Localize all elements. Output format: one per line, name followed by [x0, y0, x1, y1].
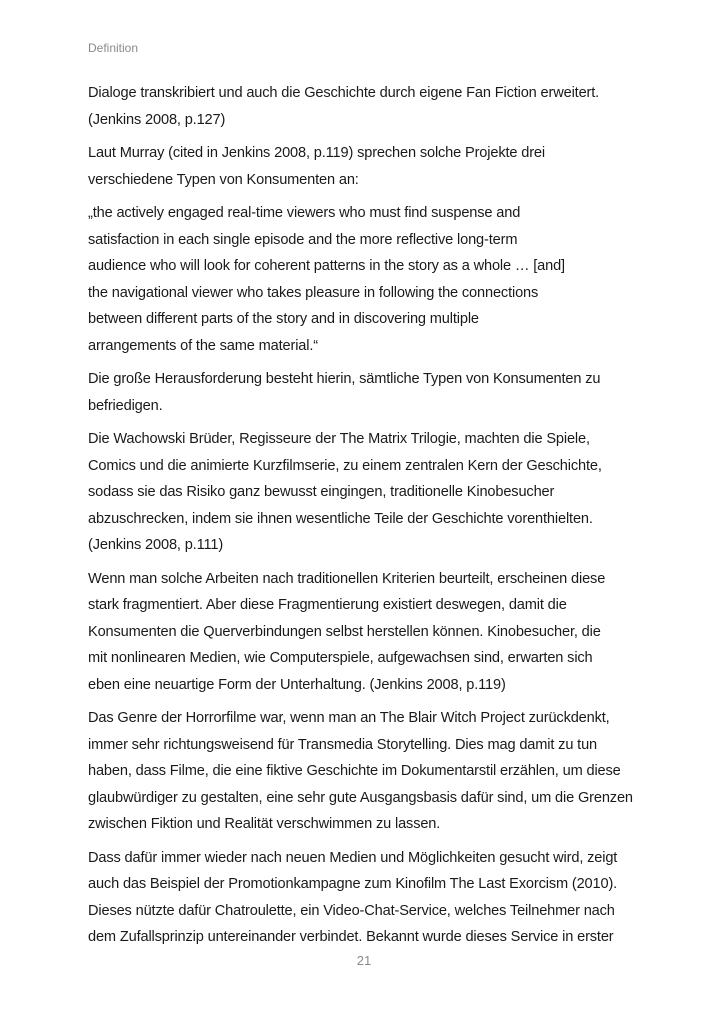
text-line: dem Zufallsprinzip untereinander verbindet. Bekannt wurde dieses Service in erster [88, 929, 614, 945]
text-line: verschiedene Typen von Konsumenten an: [88, 171, 359, 188]
paragraph [88, 426, 648, 559]
quote-line: „the actively engaged real-time viewers who must find suspense and [88, 205, 521, 221]
paragraph [88, 140, 648, 193]
paragraph [88, 566, 648, 699]
text-line: zwischen Fiktion und Realität verschwimmen zu lassen. [88, 816, 441, 832]
text-line: auch das Beispiel der Promotionkampagne zum Kinofilm The Last Exorcism (2010). [88, 876, 618, 892]
body-text [88, 80, 648, 958]
block-quote [88, 200, 648, 359]
running-header: Definition [88, 41, 139, 55]
text-line: mit nonlinearen Medien, wie Computerspiele, aufgewachsen sind, erwarten sich [88, 650, 593, 666]
text-line: sodass sie das Risiko ganz bewusst eingingen, traditionelle Kinobesucher [88, 484, 555, 500]
text-line: Die Wachowski Brüder, Regisseure der The Matrix Trilogie, machten die Spiele, [88, 431, 590, 447]
text-line: glaubwürdiger zu gestalten, eine sehr gute Ausgangsbasis dafür sind, um die Grenzen [88, 789, 633, 806]
paragraph [88, 845, 648, 951]
paragraph [88, 80, 648, 133]
text-line: Die große Herausforderung besteht hierin, sämtliche Typen von Konsumenten zu [88, 371, 601, 387]
paragraph [88, 366, 648, 419]
text-line: stark fragmentiert. Aber diese Fragmentierung existiert deswegen, damit die [88, 597, 567, 613]
text-line: Dialoge transkribiert und auch die Geschichte durch eigene Fan Fiction erweitert. [88, 85, 600, 101]
text-line: Dieses nützte dafür Chatroulette, ein Video-Chat-Service, welches Teilnehmer nach [88, 902, 615, 919]
text-line: Dass dafür immer wieder nach neuen Medien und Möglichkeiten gesucht wird, zeigt [88, 849, 618, 866]
paragraph [88, 705, 648, 838]
text-line: Wenn man solche Arbeiten nach traditionellen Kriterien beurteilt, erscheinen diese [88, 570, 606, 587]
text-line: (Jenkins 2008, p.127) [88, 111, 226, 128]
text-line: (Jenkins 2008, p.111) [88, 537, 224, 553]
text-line: Konsumenten die Querverbindungen selbst herstellen können. Kinobesucher, die [88, 623, 601, 640]
text-line: Laut Murray (cited in Jenkins 2008, p.119) sprechen solche Projekte drei [88, 145, 545, 161]
quote-line: between different parts of the story and in discovering multiple [88, 311, 479, 327]
quote-line: satisfaction in each single episode and the more reflective long-term [88, 231, 518, 248]
text-line: immer sehr richtungsweisend für Transmedia Storytelling. Dies mag damit zu tun [88, 736, 598, 753]
page-number: 21 [356, 953, 372, 968]
text-line: Comics und die animierte Kurzfilmserie, zu einem zentralen Kern der Geschichte, [88, 457, 602, 474]
quote-line: arrangements of the same material.“ [88, 337, 318, 354]
text-line: Das Genre der Horrorfilme war, wenn man an The Blair Witch Project zurückdenkt, [88, 710, 610, 726]
text-line: eben eine neuartige Form der Unterhaltung. (Jenkins 2008, p.119) [88, 676, 506, 693]
text-line: befriedigen. [88, 397, 163, 414]
text-line: haben, dass Filme, die eine fiktive Geschichte im Dokumentarstil erzählen, um diese [88, 763, 621, 779]
quote-line: audience who will look for coherent patterns in the story as a whole … [and] [88, 258, 565, 274]
quote-line: the navigational viewer who takes pleasure in following the connections [88, 284, 539, 301]
text-line: abzuschrecken, indem sie ihnen wesentliche Teile der Geschichte vorenthielten. [88, 510, 593, 527]
